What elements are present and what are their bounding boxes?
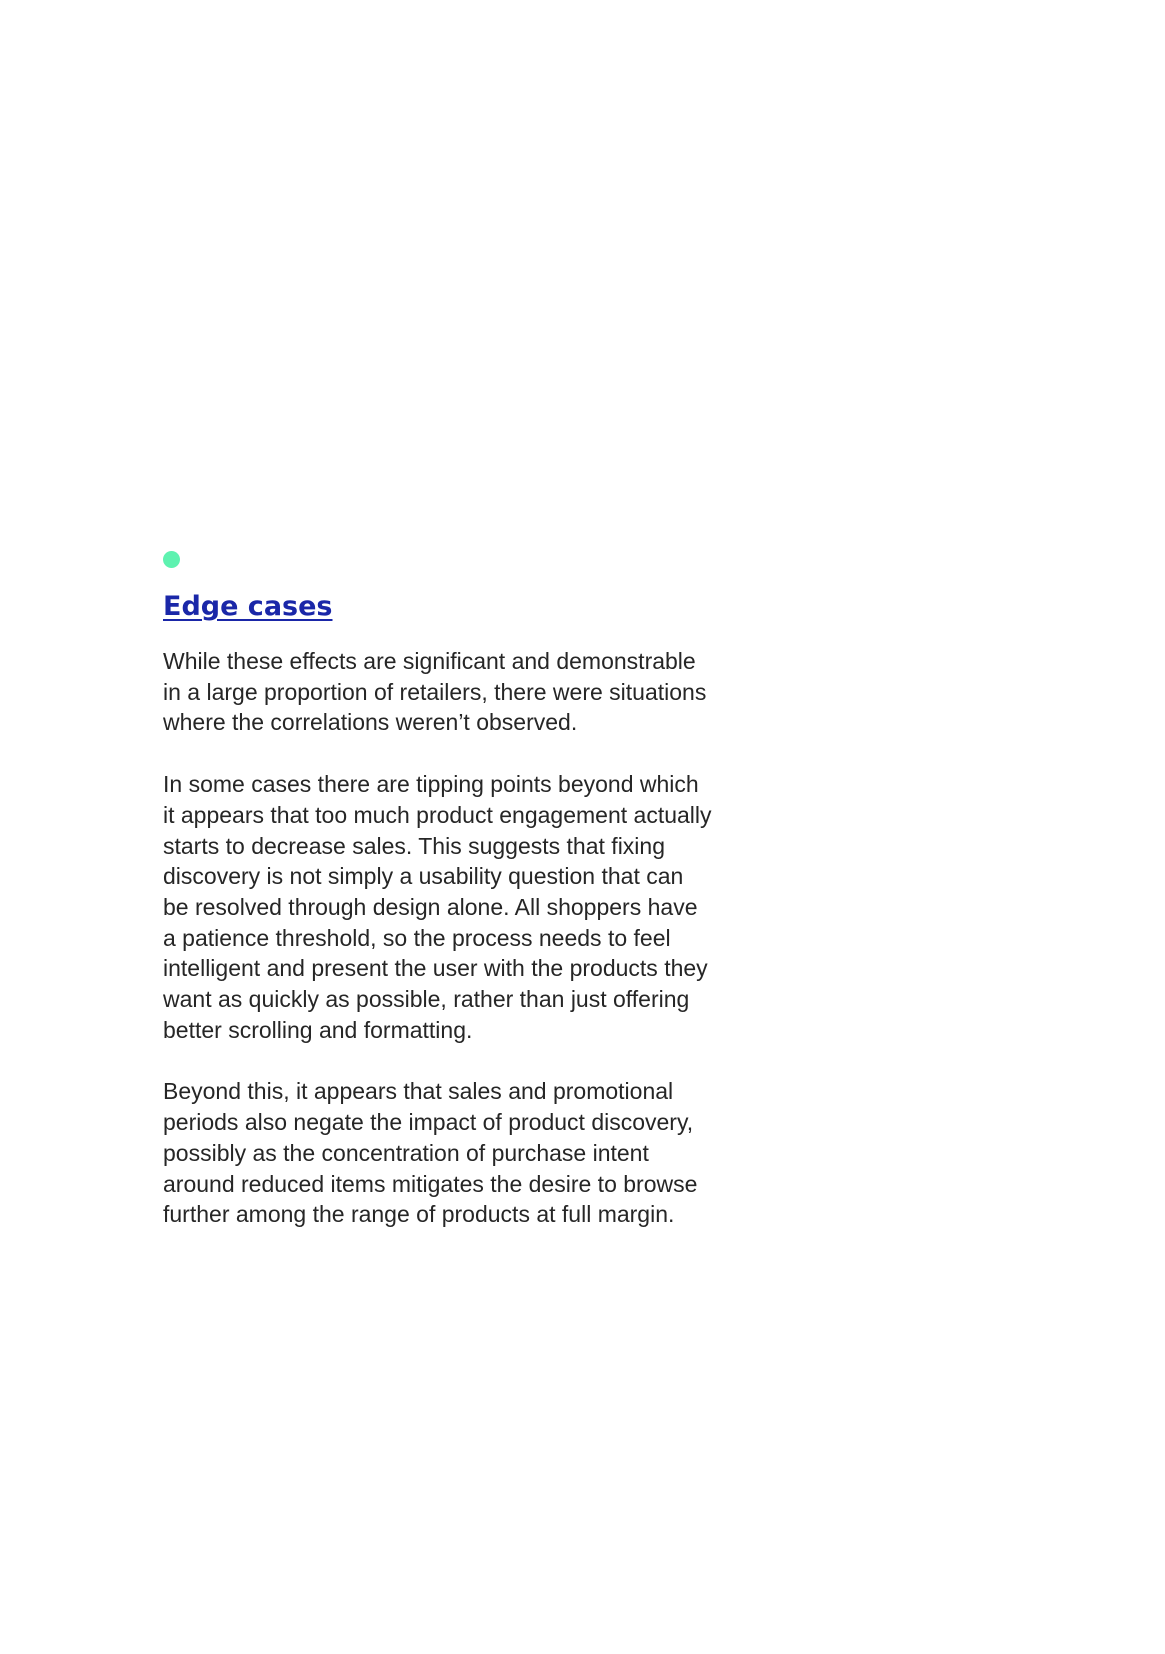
section-heading: Edge cases	[163, 591, 333, 622]
paragraph-line: intelligent and present the user with the products they	[163, 955, 708, 982]
paragraph-line: around reduced items mitigates the desire to browse	[163, 1170, 698, 1197]
paragraph-line: In some cases there are tipping points beyond which	[163, 771, 699, 798]
paragraph-line: it appears that too much product engagement actually	[163, 801, 712, 828]
paragraph-line: want as quickly as possible, rather than just offering	[163, 986, 690, 1013]
paragraph-line: in a large proportion of retailers, there were situations	[163, 678, 707, 705]
paragraph-line: discovery is not simply a usability question that can	[163, 863, 684, 890]
paragraph-line: further among the range of products at full margin.	[163, 1201, 675, 1228]
paragraph-3	[163, 1076, 763, 1230]
paragraph-line: possibly as the concentration of purchase intent	[163, 1139, 649, 1166]
paragraph-1	[163, 646, 763, 738]
paragraph-line: While these effects are significant and demonstrable	[163, 648, 696, 674]
paragraph-line: periods also negate the impact of product discovery,	[163, 1109, 694, 1136]
paragraph-2	[163, 769, 763, 1045]
paragraph-line: a patience threshold, so the process needs to feel	[163, 924, 671, 951]
paragraph-line: better scrolling and formatting.	[163, 1016, 473, 1043]
body-text	[163, 646, 763, 1261]
paragraph-line: starts to decrease sales. This suggests that fixing	[163, 832, 665, 859]
paragraph-line: where the correlations weren’t observed.	[163, 709, 578, 736]
bullet-dot-icon	[163, 551, 180, 568]
paragraph-line: Beyond this, it appears that sales and promotional	[163, 1078, 674, 1105]
paragraph-line: be resolved through design alone. All shoppers have	[163, 893, 698, 920]
